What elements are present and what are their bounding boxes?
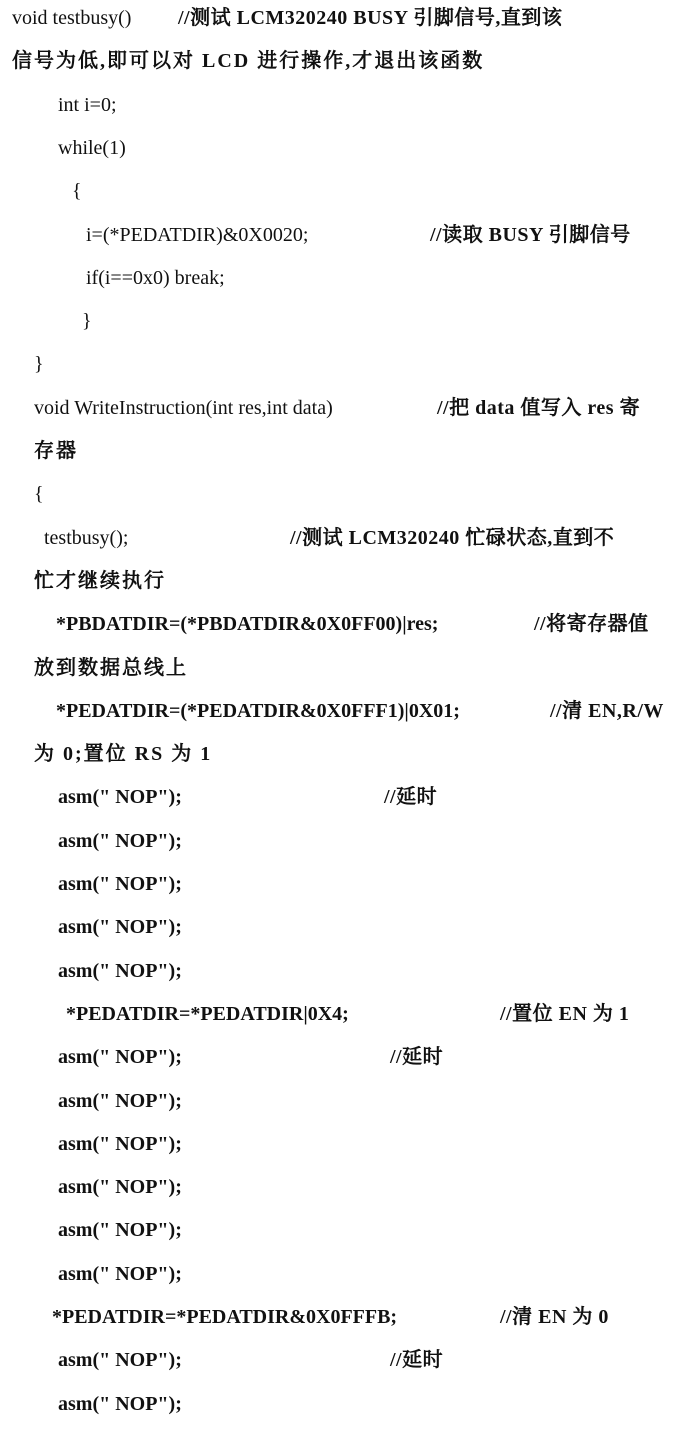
code-comment: //读取 BUSY 引脚信号 xyxy=(430,224,631,246)
comment-continuation: 为 0;置位 RS 为 1 xyxy=(34,743,213,765)
code-line: while(1) xyxy=(58,137,126,159)
code-comment: //将寄存器值 xyxy=(534,613,649,635)
comment-continuation: 放到数据总线上 xyxy=(34,657,188,679)
code-line: asm(" NOP"); xyxy=(58,916,182,938)
code-line: asm(" NOP"); xyxy=(58,830,182,852)
code-line: { xyxy=(72,180,82,202)
code-comment: //清 EN,R/W xyxy=(550,700,664,722)
code-comment: //把 data 值写入 res 寄 xyxy=(437,397,641,419)
code-comment: //测试 LCM320240 忙碌状态,直到不 xyxy=(290,527,615,549)
code-line: *PEDATDIR=(*PEDATDIR&0X0FFF1)|0X01; xyxy=(56,700,460,722)
code-line: if(i==0x0) break; xyxy=(86,267,225,289)
comment-continuation: 存器 xyxy=(34,440,78,462)
code-line: int i=0; xyxy=(58,94,117,116)
code-line: asm(" NOP"); xyxy=(58,1046,182,1068)
code-comment: //测试 LCM320240 BUSY 引脚信号,直到该 xyxy=(178,7,563,29)
code-line: *PEDATDIR=*PEDATDIR&0X0FFFB; xyxy=(52,1306,398,1328)
comment-continuation: 忙才继续执行 xyxy=(34,570,166,592)
code-line: asm(" NOP"); xyxy=(58,960,182,982)
code-line: asm(" NOP"); xyxy=(58,873,182,895)
code-line: { xyxy=(34,483,44,505)
code-line: void WriteInstruction(int res,int data) xyxy=(34,397,333,419)
code-comment: //清 EN 为 0 xyxy=(500,1306,609,1328)
code-line: asm(" NOP"); xyxy=(58,1090,182,1112)
code-comment: //延时 xyxy=(390,1046,444,1068)
code-line: asm(" NOP"); xyxy=(58,1219,182,1241)
code-line: *PBDATDIR=(*PBDATDIR&0X0FF00)|res; xyxy=(56,613,439,635)
code-line: asm(" NOP"); xyxy=(58,1349,182,1371)
code-line: } xyxy=(82,310,92,332)
code-line: asm(" NOP"); xyxy=(58,786,182,808)
code-line: asm(" NOP"); xyxy=(58,1133,182,1155)
code-line: asm(" NOP"); xyxy=(58,1176,182,1198)
comment-continuation: 信号为低,即可以对 LCD 进行操作,才退出该函数 xyxy=(12,50,485,72)
code-comment: //置位 EN 为 1 xyxy=(500,1003,630,1025)
code-line: void testbusy() xyxy=(12,7,132,29)
code-line: } xyxy=(34,353,44,375)
code-line: asm(" NOP"); xyxy=(58,1263,182,1285)
code-line: testbusy(); xyxy=(44,527,129,549)
code-line: *PEDATDIR=*PEDATDIR|0X4; xyxy=(66,1003,349,1025)
code-comment: //延时 xyxy=(390,1349,444,1371)
code-line: asm(" NOP"); xyxy=(58,1393,182,1415)
code-line: i=(*PEDATDIR)&0X0020; xyxy=(86,224,309,246)
code-comment: //延时 xyxy=(384,786,438,808)
